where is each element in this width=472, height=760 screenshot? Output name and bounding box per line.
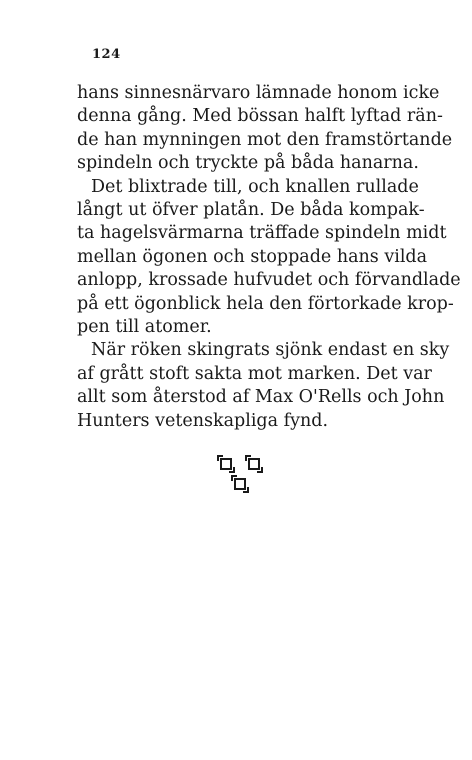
square-ornament-icon (234, 478, 246, 490)
text-line: pen till atomer. (77, 317, 212, 338)
text-line: Hunters vetenskapliga fynd. (77, 410, 329, 431)
text-line: Det blixtrade till, och knallen rullade (91, 176, 419, 197)
text-line: När röken skingrats sjönk endast en sky (91, 340, 450, 361)
text-line: ta hagelsvärmarna träffade spindeln midt (77, 223, 447, 244)
text-line: hans sinnesnärvaro lämnade honom icke (77, 83, 440, 103)
body-text (77, 82, 461, 433)
text-line: de han mynningen mot den framstörtande (77, 129, 453, 150)
section-end-ornament (216, 452, 264, 494)
text-line: på ett ögonblick hela den förtorkade krop- (77, 293, 454, 314)
page-number: 124 (92, 47, 121, 62)
text-line: långt ut öfver platån. De båda kompak- (77, 200, 425, 221)
text-line: allt som återstod af Max O'Rells och John (77, 387, 445, 408)
text-line: denna gång. Med bössan halft lyftad rän- (77, 106, 443, 127)
text-line: spindeln och tryckte på båda hanarna. (77, 153, 419, 174)
square-ornament-icon (248, 458, 260, 470)
text-line: af grått stoft sakta mot marken. Det var (77, 363, 432, 384)
text-line: mellan ögonen och stoppade hans vilda (77, 246, 428, 267)
square-ornament-icon (220, 458, 232, 470)
text-line: anlopp, krossade hufvudet och förvandlade (77, 270, 461, 291)
